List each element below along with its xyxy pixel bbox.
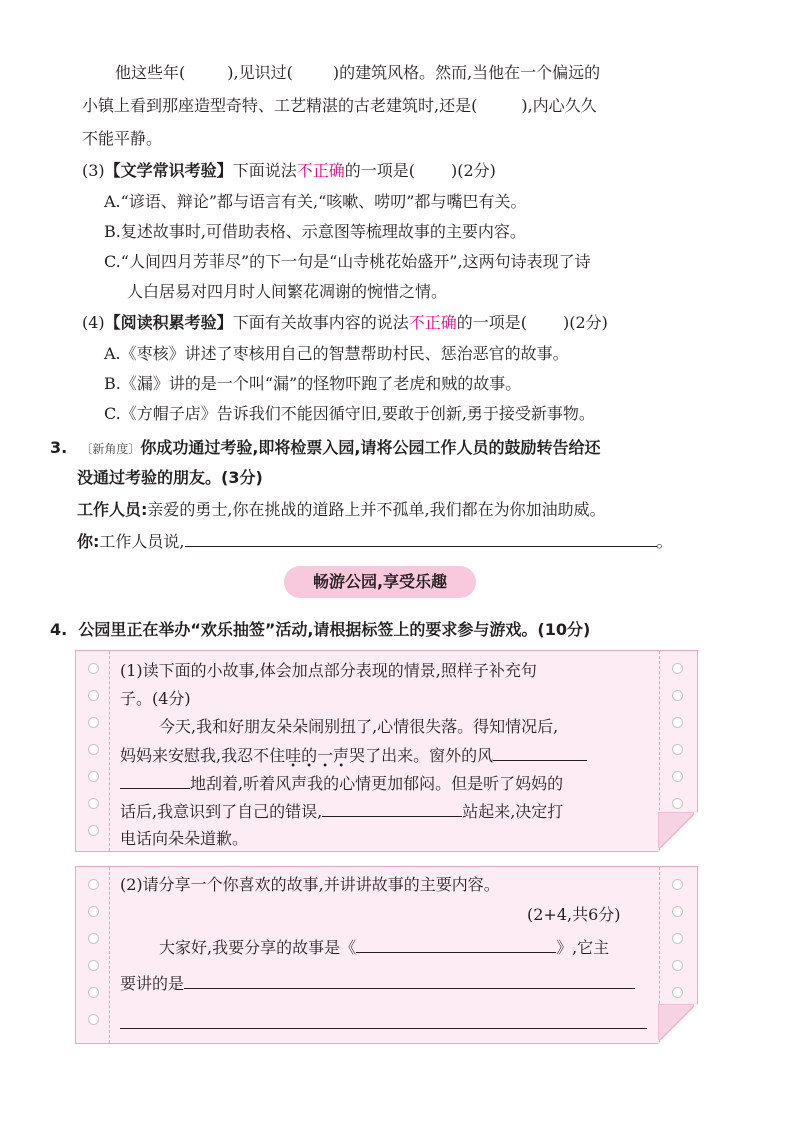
story-text: 站起来,决定打	[462, 802, 564, 821]
answer-blank[interactable]	[185, 62, 227, 78]
item-prefix: (4)	[82, 313, 105, 332]
stem-text: )(2分)	[562, 313, 608, 332]
passage-text: ),见识过(	[227, 63, 293, 82]
story-text: 话后,我意识到了自己的错误,	[120, 802, 323, 821]
question-3-stem-cont: 没通过考验的朋友。(3分)	[77, 468, 263, 487]
answer-blank[interactable]	[293, 62, 333, 78]
section-title: 畅游公园,享受乐趣	[284, 566, 476, 598]
card-hole	[88, 825, 99, 836]
stem-text: 你成功通过考验,即将检票入园,请将公园工作人员的鼓励转告给还	[140, 438, 601, 457]
story-text: 大家好,我要分享的故事是《	[159, 938, 357, 957]
dotted-char: 声	[333, 746, 350, 765]
card-hole	[672, 744, 683, 755]
card2-line: (2)请分享一个你喜欢的故事,并讲讲故事的主要内容。	[120, 875, 500, 894]
card1-line	[120, 800, 563, 823]
story-text: 》,它主	[556, 938, 610, 957]
card2-score: (2+4,共6分)	[527, 905, 621, 924]
card-hole	[672, 960, 683, 971]
answer-blank-line[interactable]	[120, 1012, 647, 1029]
answer-blank[interactable]	[356, 936, 556, 953]
card1-line: 电话向朵朵道歉。	[120, 829, 249, 848]
card-hole	[672, 906, 683, 917]
stem-text: 下面说法	[232, 161, 297, 180]
answer-blank[interactable]	[185, 530, 657, 547]
card-hole	[672, 933, 683, 944]
card-hole	[88, 663, 99, 674]
question-number: 3.	[50, 438, 68, 457]
card-hole	[672, 663, 683, 674]
stem-text: 的一项是(	[456, 313, 527, 332]
card1-line: 今天,我和好朋友朵朵闹别扭了,心情很失落。得知情况后,	[159, 717, 559, 736]
answer-blank[interactable]	[527, 312, 563, 328]
answer-line	[77, 530, 673, 553]
dotted-char: 的	[301, 746, 318, 765]
option-c[interactable]: C.“人间四月芳菲尽”的下一句是“山寺桃花始盛开”,这两句诗表现了诗	[104, 252, 591, 271]
emphasis-text: 不正确	[296, 161, 345, 180]
card-hole	[88, 987, 99, 998]
speaker-label: 你:	[77, 532, 100, 551]
folded-corner	[658, 1004, 694, 1040]
card-hole	[88, 879, 99, 890]
question-2-4-stem	[82, 312, 608, 334]
card-hole	[672, 690, 683, 701]
card-hole	[672, 987, 683, 998]
card1-line: 子。(4分)	[120, 689, 191, 708]
story-text: 地刮着,听着风声我的心情更加郁闷。但是听了妈妈的	[190, 774, 564, 793]
card-hole	[88, 771, 99, 782]
passage-line-1	[115, 62, 600, 84]
emphasis-text: 不正确	[408, 313, 457, 332]
end-punct: 。	[656, 532, 673, 551]
answer-blank[interactable]	[184, 972, 635, 989]
passage-line-2	[82, 95, 597, 117]
question-4-stem	[50, 619, 590, 641]
stem-text: 公园里正在举办“欢乐抽签”活动,请根据标签上的要求参与游戏。(10分)	[78, 620, 591, 639]
card-hole	[672, 879, 683, 890]
dotted-char: 一	[317, 746, 334, 765]
option-a[interactable]: A.《枣核》讲述了枣核用自己的智慧帮助村民、惩治恶官的故事。	[104, 344, 569, 363]
answer-blank[interactable]	[322, 800, 462, 817]
card-hole	[672, 798, 683, 809]
story-text: 妈妈来安慰我,我忍不住	[120, 746, 286, 765]
passage-text: ),内心久久	[521, 96, 597, 115]
answer-blank[interactable]	[415, 160, 451, 176]
card-hole	[88, 960, 99, 971]
passage-line-3: 不能平静。	[82, 129, 163, 148]
card-hole	[88, 798, 99, 809]
perforation-left	[109, 651, 110, 851]
card1-line: (1)读下面的小故事,体会加点部分表现的情景,照样子补充句	[120, 661, 537, 680]
answer-blank[interactable]	[477, 95, 521, 111]
card-hole	[88, 933, 99, 944]
card-hole	[672, 717, 683, 728]
card1-line	[120, 744, 587, 767]
card2-line	[159, 936, 609, 959]
folded-corner	[658, 812, 694, 848]
passage-text: 他这些年(	[115, 63, 186, 82]
stem-text: 的一项是(	[344, 161, 415, 180]
dotted-char: 哇	[285, 746, 302, 765]
speaker-label: 工作人员:	[77, 500, 148, 519]
option-c-cont: 人白居易对四月时人间繁花凋谢的惋惜之情。	[127, 282, 448, 301]
option-b[interactable]: B.复述故事时,可借助表格、示意图等梳理故事的主要内容。	[104, 222, 526, 241]
card1-line	[120, 772, 563, 795]
item-title: 【文学常识考验】	[104, 161, 233, 180]
card-hole	[88, 744, 99, 755]
question-3-stem	[50, 437, 601, 460]
story-text: 哭了出来。窗外的风	[349, 746, 494, 765]
answer-blank[interactable]	[120, 772, 190, 789]
answer-blank[interactable]	[493, 744, 587, 761]
staff-quote: 亲爱的勇士,你在挑战的道路上并不孤单,我们都在为你加油助威。	[147, 500, 606, 519]
option-a[interactable]: A.“谚语、辩论”都与语言有关,“咳嗽、唠叨”都与嘴巴有关。	[104, 192, 527, 211]
option-b[interactable]: B.《漏》讲的是一个叫“漏”的怪物吓跑了老虎和贼的故事。	[104, 374, 522, 393]
new-angle-tag: 〔新角度〕	[80, 442, 141, 456]
staff-line	[77, 499, 606, 521]
answer-prefix: 工作人员说,	[99, 532, 185, 551]
story-text: 要讲的是	[120, 974, 185, 993]
stem-text: 下面有关故事内容的说法	[232, 313, 409, 332]
item-title: 【阅读积累考验】	[104, 313, 233, 332]
question-2-3-stem	[82, 160, 496, 182]
card-hole	[88, 1014, 99, 1025]
item-prefix: (3)	[82, 161, 105, 180]
card-hole	[88, 690, 99, 701]
perforation-left	[109, 867, 110, 1043]
option-c[interactable]: C.《方帽子店》告诉我们不能因循守旧,要敢于创新,勇于接受新事物。	[104, 404, 595, 423]
stem-text: )(2分)	[450, 161, 496, 180]
passage-text: )的建筑风格。然而,当他在一个偏远的	[332, 63, 601, 82]
card-hole	[672, 771, 683, 782]
card-hole	[88, 906, 99, 917]
card2-line	[120, 972, 635, 995]
card-hole	[88, 717, 99, 728]
question-number: 4.	[50, 620, 68, 639]
passage-text: 小镇上看到那座造型奇特、工艺精湛的古老建筑时,还是(	[82, 96, 478, 115]
